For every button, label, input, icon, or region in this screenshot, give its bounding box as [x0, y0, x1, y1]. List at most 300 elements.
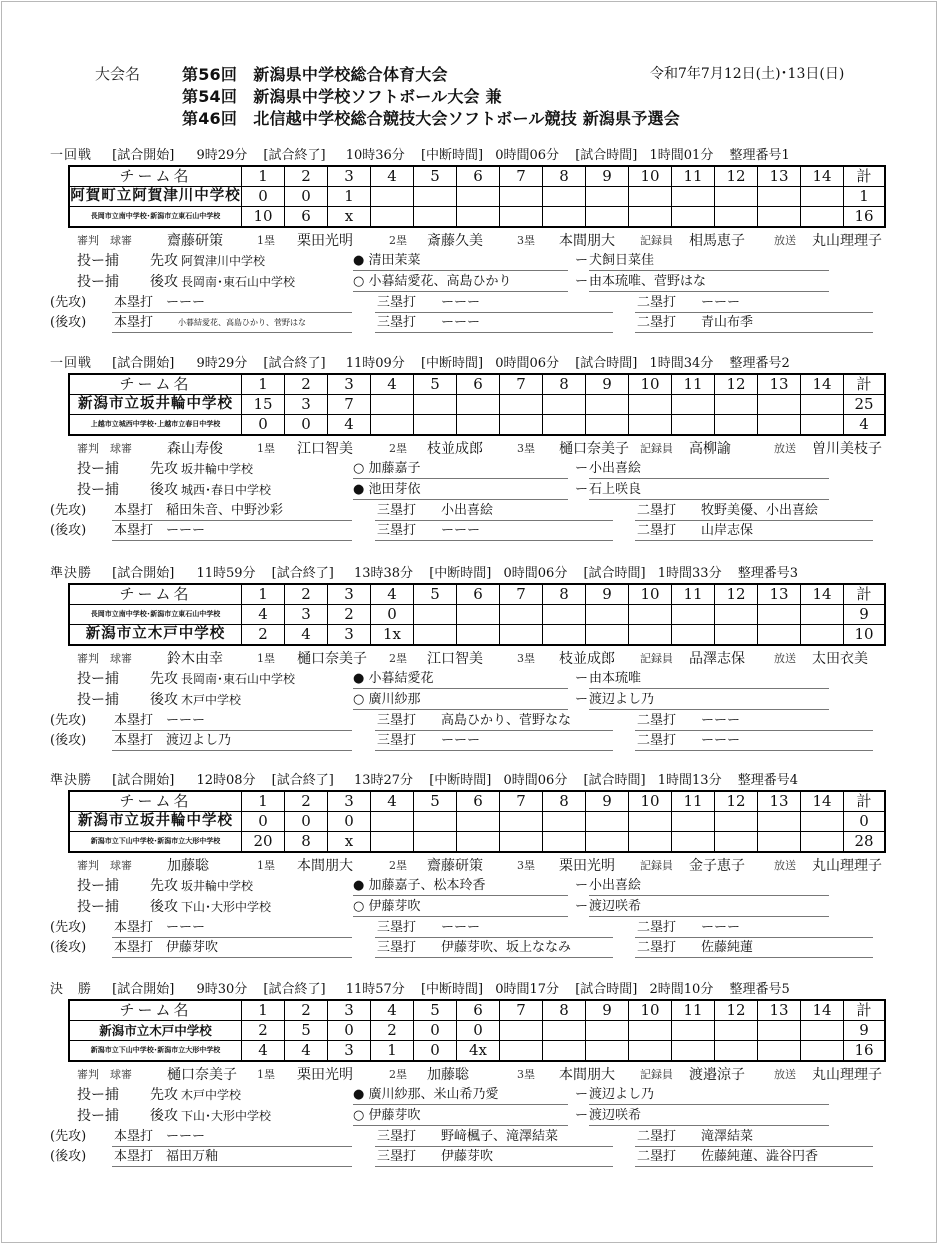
- school-short-name: 城西･春日中学校: [181, 483, 272, 497]
- pitcher-names: 加藤嘉子: [368, 461, 421, 476]
- inning-score: [414, 625, 457, 646]
- inning-score: [672, 415, 715, 436]
- home-run-players: ーーー: [166, 920, 206, 935]
- battery-label: 投ー捕: [77, 878, 119, 894]
- home-run-label: 本塁打: [114, 713, 154, 728]
- battery-row: [0, 898, 940, 917]
- plate-umpire: 樋口奈美子: [167, 1067, 237, 1083]
- inning-header: 13: [758, 584, 801, 605]
- break-label: [中断時間]: [420, 148, 484, 163]
- inning-score: [672, 812, 715, 832]
- game-meta: [50, 773, 798, 789]
- inning-header: 7: [500, 166, 543, 187]
- battery-row: [0, 691, 940, 710]
- win-mark-icon: ○: [353, 274, 365, 289]
- inning-score: [543, 187, 586, 207]
- inning-header: 1: [242, 791, 285, 812]
- inning-score: x: [328, 207, 371, 228]
- announcer-name: 太田衣美: [812, 651, 868, 667]
- inning-score: [457, 415, 500, 436]
- batting-order-label: 先攻: [150, 461, 178, 477]
- double-players: 青山布季: [701, 315, 754, 330]
- inning-header: 11: [672, 584, 715, 605]
- inning-score: [672, 395, 715, 415]
- pitcher-names: 小暮結愛花、高島ひかり: [368, 274, 512, 289]
- inning-header: 5: [414, 1000, 457, 1021]
- inning-score: 4: [285, 625, 328, 646]
- side-label: (後攻): [50, 1149, 87, 1164]
- team-name: 長岡市立南中学校･新潟市立東石山中学校: [69, 207, 242, 228]
- first-base-umpire: 江口智美: [297, 441, 353, 457]
- battery-label: 投ー捕: [77, 482, 119, 498]
- pitchers: [353, 1086, 568, 1105]
- double-label: 二塁打: [637, 1149, 677, 1164]
- inning-header: 4: [371, 584, 414, 605]
- triple-cell: [375, 314, 613, 333]
- inning-header: 2: [285, 374, 328, 395]
- third-base-umpire: 栗田光明: [559, 858, 615, 874]
- inning-header: 1: [242, 584, 285, 605]
- start-label: [試合開始]: [112, 148, 175, 163]
- inning-header: 11: [672, 1000, 715, 1021]
- inning-header: 5: [414, 584, 457, 605]
- inning-header: 7: [500, 374, 543, 395]
- start-label: [試合開始]: [112, 982, 175, 997]
- pitcher-names: 伊藤芽吹: [368, 1108, 421, 1123]
- inning-score: 1x: [371, 625, 414, 646]
- third-base-label: 3塁: [517, 859, 535, 872]
- double-label: 二塁打: [637, 920, 677, 935]
- inning-header: 12: [715, 166, 758, 187]
- total-header: 計: [844, 791, 886, 812]
- inning-score: [629, 832, 672, 853]
- extra-base-hits-row: [0, 712, 940, 731]
- inning-header: 6: [457, 584, 500, 605]
- inning-score: 2: [242, 625, 285, 646]
- team-header: チーム名: [69, 166, 242, 187]
- inning-score: [629, 415, 672, 436]
- team-score-row: [69, 187, 885, 207]
- dash-separator: ー: [575, 878, 589, 893]
- game-number: 1: [781, 148, 790, 163]
- inning-score: [758, 415, 801, 436]
- inning-score: 0: [242, 187, 285, 207]
- end-time: 11時09分: [345, 356, 405, 371]
- side-label: (後攻): [50, 940, 87, 955]
- side-label: (後攻): [50, 733, 87, 748]
- plate-umpire: 森山寿俊: [167, 441, 223, 457]
- inning-score: [758, 625, 801, 646]
- dash-separator: ー: [575, 671, 589, 686]
- inning-score: [500, 207, 543, 228]
- game-meta: [50, 982, 790, 998]
- inning-score: [672, 207, 715, 228]
- inning-header: 9: [586, 166, 629, 187]
- number-label: 整理番号: [729, 982, 782, 997]
- battery-row: [0, 460, 940, 479]
- inning-score: [500, 812, 543, 832]
- plate-umpire: 加藤聡: [167, 858, 209, 874]
- inning-score: [414, 415, 457, 436]
- battery-row: [0, 1086, 940, 1105]
- team-score-row: [69, 812, 885, 832]
- duration-label: [試合時間]: [583, 773, 646, 788]
- battery-row: [0, 252, 940, 271]
- plate-umpire: 齋藤研策: [167, 233, 223, 249]
- team-score-row: [69, 605, 885, 625]
- inning-header: 12: [715, 791, 758, 812]
- triple-players: 高島ひかり、菅野なな: [441, 713, 572, 728]
- inning-score: 10: [242, 207, 285, 228]
- tournament-title-1: 第56回 新潟県中学校総合体育大会: [182, 65, 448, 84]
- team-score-row: [69, 1041, 885, 1062]
- school-short-name: 下山･大形中学校: [181, 1109, 272, 1123]
- start-label: [試合開始]: [112, 356, 175, 371]
- pitchers: [353, 460, 568, 479]
- tournament-label: 大会名: [95, 65, 141, 83]
- double-players: ーーー: [701, 733, 741, 748]
- school-short-name: 長岡南･東石山中学校: [181, 275, 296, 289]
- inning-header: 5: [414, 791, 457, 812]
- scorer-name: 金子恵子: [689, 858, 745, 874]
- loss-mark-icon: ●: [353, 878, 365, 893]
- scoreboard-header-row: [69, 1000, 885, 1021]
- inning-header: 2: [285, 166, 328, 187]
- inning-score: 0: [414, 1041, 457, 1062]
- scoreboard-header-row: [69, 166, 885, 187]
- home-run-players: ーーー: [166, 1129, 206, 1144]
- inning-score: 3: [285, 395, 328, 415]
- inning-header: 3: [328, 166, 371, 187]
- battery-label: 投ー捕: [77, 274, 119, 290]
- game-number: 2: [781, 356, 790, 371]
- duration-label: [試合時間]: [575, 356, 638, 371]
- inning-score: [414, 187, 457, 207]
- scoreboard-header-row: [69, 584, 885, 605]
- announcer-name: 丸山理理子: [812, 1067, 882, 1083]
- pitchers: [353, 481, 568, 500]
- inning-score: 4: [285, 1041, 328, 1062]
- end-time: 13時38分: [353, 566, 414, 581]
- battery-label: 投ー捕: [77, 253, 119, 269]
- dash-separator: ー: [575, 274, 589, 289]
- dash-separator: ー: [575, 461, 589, 476]
- home-run-players: 稲田朱音、中野沙彩: [166, 503, 284, 518]
- pitcher-names: 池田芽依: [368, 482, 421, 497]
- announcer-label: 放送: [774, 442, 796, 455]
- number-label: 整理番号: [729, 148, 782, 163]
- pitchers: [353, 691, 568, 710]
- inning-score: [758, 605, 801, 625]
- scorer-label: 記録員: [640, 652, 673, 665]
- team-score-row: [69, 207, 885, 228]
- game-meta: [50, 356, 790, 372]
- first-base-umpire: 本間朋大: [297, 858, 353, 874]
- extra-base-hits-row: [0, 294, 940, 313]
- inning-header: 13: [758, 374, 801, 395]
- inning-score: [629, 1021, 672, 1041]
- inning-score: 2: [371, 1021, 414, 1041]
- third-base-label: 3塁: [517, 234, 535, 247]
- triple-players: ーーー: [441, 295, 481, 310]
- total-header: 計: [844, 166, 886, 187]
- duration-time: 1時間01分: [649, 148, 714, 163]
- inning-score: [371, 832, 414, 853]
- double-cell: [635, 939, 873, 958]
- second-base-label: 2塁: [389, 1068, 407, 1081]
- double-players: ーーー: [701, 920, 741, 935]
- inning-score: [500, 605, 543, 625]
- double-players: 佐藤純蓮: [701, 940, 754, 955]
- inning-header: 7: [500, 1000, 543, 1021]
- plate-label: 球審: [110, 652, 132, 665]
- triple-label: 三塁打: [377, 940, 417, 955]
- team-name: 阿賀町立阿賀津川中学校: [69, 187, 242, 207]
- inning-header: 8: [543, 584, 586, 605]
- home-run-players: ーーー: [166, 523, 206, 538]
- start-time: 11時59分: [196, 566, 256, 581]
- inning-score: [715, 1041, 758, 1062]
- third-base-umpire: 本間朋大: [559, 1067, 615, 1083]
- team-name: 新潟市立坂井輪中学校: [69, 395, 242, 415]
- home-run-cell: [112, 294, 352, 313]
- double-label: 二塁打: [637, 733, 677, 748]
- inning-score: [715, 187, 758, 207]
- catcher-names: 小出喜絵: [589, 460, 829, 479]
- dash-separator: ー: [575, 482, 589, 497]
- umpire-label: 審判: [77, 234, 99, 247]
- inning-score: [672, 1041, 715, 1062]
- inning-score: [586, 395, 629, 415]
- inning-header: 6: [457, 166, 500, 187]
- triple-label: 三塁打: [377, 733, 417, 748]
- game-number: 5: [781, 982, 790, 997]
- win-mark-icon: ○: [353, 899, 365, 914]
- tournament-title-3: 第46回 北信越中学校総合競技大会ソフトボール競技 新潟県予選会: [182, 109, 680, 128]
- inning-header: 12: [715, 1000, 758, 1021]
- inning-header: 2: [285, 584, 328, 605]
- catcher-names: 犬飼日菜佳: [589, 252, 829, 271]
- inning-score: [672, 625, 715, 646]
- home-run-cell: [112, 314, 352, 333]
- inning-score: [629, 187, 672, 207]
- inning-score: 2: [242, 1021, 285, 1041]
- inning-score: [586, 187, 629, 207]
- team-score-row: [69, 415, 885, 436]
- inning-header: 7: [500, 584, 543, 605]
- home-run-cell: [112, 522, 352, 541]
- battery-label: 投ー捕: [77, 1108, 119, 1124]
- inning-score: [414, 395, 457, 415]
- school-short-name: 木戸中学校: [181, 693, 242, 707]
- home-run-label: 本塁打: [114, 523, 154, 538]
- inning-score: 1: [371, 1041, 414, 1062]
- side-label: (先攻): [50, 1129, 87, 1144]
- double-cell: [635, 294, 873, 313]
- home-run-players: 小暮結愛花、高島ひかり、菅野はな: [178, 318, 306, 327]
- home-run-cell: [112, 1128, 352, 1147]
- home-run-players: ーーー: [166, 713, 206, 728]
- inning-header: 3: [328, 791, 371, 812]
- batting-order-label: 先攻: [150, 671, 178, 687]
- inning-header: 4: [371, 1000, 414, 1021]
- home-run-players: 渡辺よし乃: [166, 733, 232, 748]
- scoreboard-header-row: [69, 374, 885, 395]
- inning-score: 3: [285, 605, 328, 625]
- inning-score: [629, 605, 672, 625]
- end-label: [試合終了]: [263, 982, 326, 997]
- pitcher-names: 廣川紗那: [368, 692, 421, 707]
- inning-header: 10: [629, 1000, 672, 1021]
- catcher-names: 石上咲良: [589, 481, 829, 500]
- inning-score: [629, 625, 672, 646]
- start-time: 9時29分: [196, 148, 248, 163]
- team-total: 10: [844, 625, 886, 646]
- extra-base-hits-row: [0, 1128, 940, 1147]
- third-base-label: 3塁: [517, 1068, 535, 1081]
- inning-header: 11: [672, 791, 715, 812]
- double-cell: [635, 919, 873, 938]
- double-label: 二塁打: [637, 295, 677, 310]
- inning-score: [801, 625, 844, 646]
- double-players: 牧野美優、小出喜絵: [701, 503, 819, 518]
- inning-score: [371, 415, 414, 436]
- inning-header: 10: [629, 791, 672, 812]
- triple-label: 三塁打: [377, 315, 417, 330]
- team-header: チーム名: [69, 1000, 242, 1021]
- inning-header: 13: [758, 1000, 801, 1021]
- inning-score: [672, 832, 715, 853]
- double-label: 二塁打: [637, 523, 677, 538]
- home-run-players: ーーー: [166, 295, 206, 310]
- inning-score: [457, 625, 500, 646]
- catcher-names: 渡辺咲希: [589, 1107, 829, 1126]
- end-label: [試合終了]: [271, 566, 334, 581]
- inning-score: [500, 187, 543, 207]
- batting-order-label: 後攻: [150, 482, 178, 498]
- team-header: チーム名: [69, 374, 242, 395]
- school-short-name: 阿賀津川中学校: [181, 254, 266, 268]
- team-total: 1: [844, 187, 886, 207]
- duration-label: [試合時間]: [575, 982, 638, 997]
- double-label: 二塁打: [637, 315, 677, 330]
- duration-label: [試合時間]: [575, 148, 638, 163]
- catcher-names: 渡辺咲希: [589, 898, 829, 917]
- double-players: ーーー: [701, 295, 741, 310]
- pitchers: [353, 273, 568, 292]
- team-name: 上越市立城西中学校･上越市立春日中学校: [69, 415, 242, 436]
- home-run-label: 本塁打: [114, 940, 154, 955]
- inning-score: [500, 625, 543, 646]
- inning-score: [715, 605, 758, 625]
- second-base-umpire: 江口智美: [427, 651, 483, 667]
- home-run-label: 本塁打: [114, 1149, 154, 1164]
- inning-header: 11: [672, 374, 715, 395]
- end-time: 13時27分: [353, 773, 414, 788]
- inning-score: [758, 1021, 801, 1041]
- double-label: 二塁打: [637, 713, 677, 728]
- game-meta: [50, 148, 790, 164]
- inning-score: 1: [328, 187, 371, 207]
- school-short-name: 木戸中学校: [181, 1088, 242, 1102]
- inning-score: 0: [328, 812, 371, 832]
- inning-score: [801, 605, 844, 625]
- inning-score: 5: [285, 1021, 328, 1041]
- battery-label: 投ー捕: [77, 461, 119, 477]
- break-label: [中断時間]: [420, 356, 484, 371]
- team-score-row: [69, 625, 885, 646]
- double-cell: [635, 314, 873, 333]
- pitchers: [353, 252, 568, 271]
- scorer-name: 相馬恵子: [689, 233, 745, 249]
- school-short-name: 長岡南･東石山中学校: [181, 672, 296, 686]
- double-players: 山岸志保: [701, 523, 754, 538]
- scorer-label: 記録員: [640, 442, 673, 455]
- start-time: 12時08分: [196, 773, 256, 788]
- inning-score: 0: [285, 812, 328, 832]
- dash-separator: ー: [575, 1087, 589, 1102]
- inning-score: 8: [285, 832, 328, 853]
- catcher-names: 渡辺よし乃: [589, 1086, 829, 1105]
- home-run-label: 本塁打: [114, 295, 154, 310]
- announcer-name: 丸山理理子: [812, 858, 882, 874]
- scorer-name: 渡邉涼子: [689, 1067, 745, 1083]
- inning-score: 4x: [457, 1041, 500, 1062]
- break-label: [中断時間]: [429, 566, 492, 581]
- break-time: 0時間06分: [495, 356, 560, 371]
- umpire-label: 審判: [77, 859, 99, 872]
- triple-cell: [375, 1148, 613, 1167]
- pitcher-names: 小暮結愛花: [368, 671, 434, 686]
- announcer-name: 曽川美枝子: [812, 441, 882, 457]
- side-label: (後攻): [50, 523, 87, 538]
- break-time: 0時間06分: [503, 773, 568, 788]
- inning-header: 1: [242, 374, 285, 395]
- number-label: 整理番号: [737, 566, 790, 581]
- inning-score: [758, 187, 801, 207]
- inning-score: [371, 395, 414, 415]
- double-cell: [635, 1148, 873, 1167]
- inning-score: [801, 812, 844, 832]
- pitcher-names: 清田茉菜: [368, 253, 421, 268]
- home-run-players: 福田万釉: [166, 1149, 219, 1164]
- loss-mark-icon: ●: [353, 671, 365, 686]
- home-run-cell: [112, 502, 352, 521]
- inning-score: [801, 1041, 844, 1062]
- duration-time: 1時間33分: [657, 566, 722, 581]
- inning-header: 8: [543, 166, 586, 187]
- extra-base-hits-row: [0, 314, 940, 333]
- catcher-names: 渡辺よし乃: [589, 691, 829, 710]
- home-run-cell: [112, 939, 352, 958]
- number-label: 整理番号: [737, 773, 790, 788]
- inning-score: 15: [242, 395, 285, 415]
- home-run-label: 本塁打: [114, 503, 154, 518]
- inning-score: [543, 395, 586, 415]
- inning-score: [715, 1021, 758, 1041]
- inning-score: [500, 415, 543, 436]
- inning-score: [629, 1041, 672, 1062]
- inning-score: [715, 395, 758, 415]
- inning-score: 0: [328, 1021, 371, 1041]
- inning-header: 7: [500, 791, 543, 812]
- end-label: [試合終了]: [263, 356, 326, 371]
- first-base-label: 1塁: [257, 859, 275, 872]
- inning-header: 4: [371, 374, 414, 395]
- inning-score: 20: [242, 832, 285, 853]
- inning-header: 14: [801, 1000, 844, 1021]
- extra-base-hits-row: [0, 939, 940, 958]
